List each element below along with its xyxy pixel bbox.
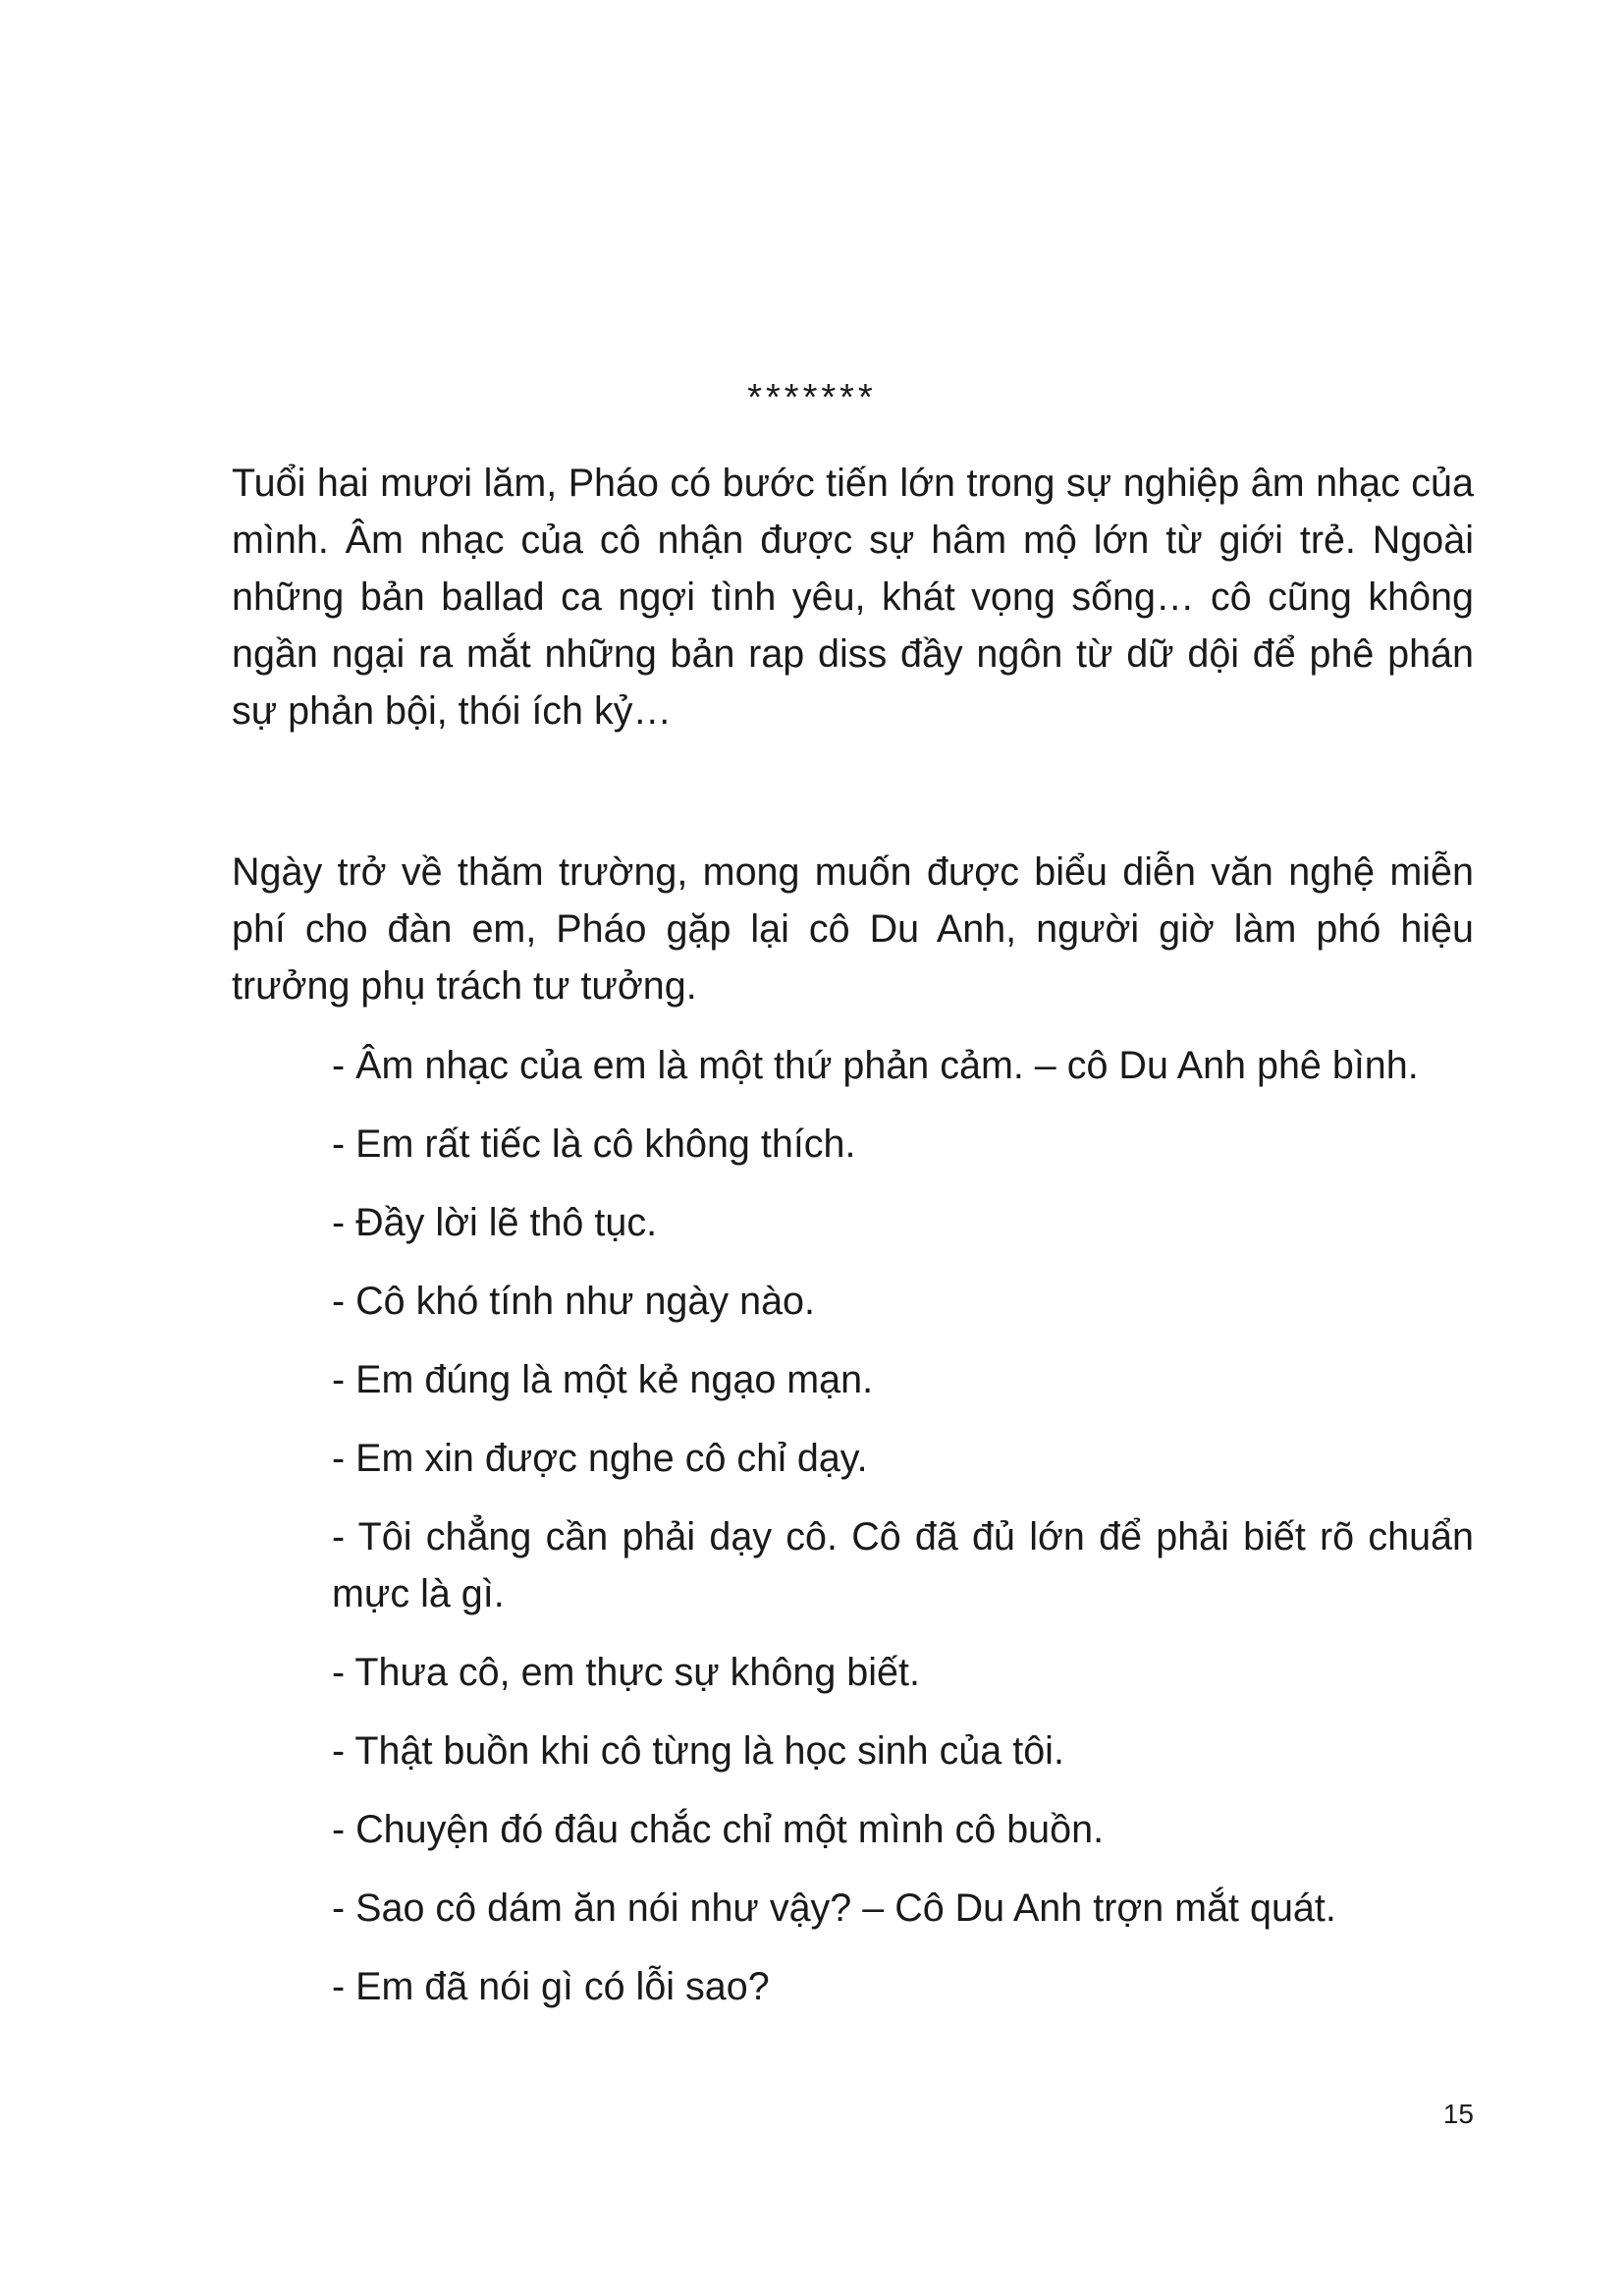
dialogue-line: - Âm nhạc của em là một thứ phản cảm. – cô Du Anh phê bình. [332, 1044, 1419, 1087]
dialogue-line: - Em rất tiếc là cô không thích. [332, 1122, 856, 1166]
page-number: 15 [1442, 2099, 1474, 2129]
section-separator: ******* [747, 377, 877, 418]
dialogue-line: - Em đúng là một kẻ ngạo mạn. [332, 1358, 874, 1401]
dialogue-line: - Thật buồn khi cô từng là học sinh của tôi. [332, 1729, 1064, 1773]
dialogue-line: - Em xin được nghe cô chỉ dạy. [332, 1437, 868, 1480]
dialogue-line: - Tôi chẳng cần phải dạy cô. Cô đã đủ lớn để phải biết rõ chuẩn mực là gì. [332, 1515, 1474, 1615]
dialogue-line: - Cô khó tính như ngày nào. [332, 1280, 815, 1323]
dialogue-line: - Em đã nói gì có lỗi sao? [332, 1965, 770, 2008]
paragraph-2: Ngày trở về thăm trường, mong muốn được biểu diễn văn nghệ miễn phí cho đàn em, Pháo gặp lại cô Du Anh, người giờ làm phó hiệu trưởng phụ trách tư tưởng. [232, 850, 1474, 1008]
dialogue-line: - Thưa cô, em thực sự không biết. [332, 1651, 920, 1694]
dialogue-list [332, 1037, 1474, 2037]
dialogue-line: - Sao cô dám ăn nói như vậy? – Cô Du Anh trợn mắt quát. [332, 1886, 1336, 1930]
dialogue-line: - Đầy lời lẽ thô tục. [332, 1201, 658, 1244]
paragraph-1: Tuổi hai mươi lăm, Pháo có bước tiến lớn trong sự nghiệp âm nhạc của mình. Âm nhạc của cô nhận được sự hâm mộ lớn từ giới trẻ. Ngoài những bản ballad ca ngợi tình yêu, khát vọng sống… cô cũng không ngần ngại ra mắt những bản rap diss đầy ngôn từ dữ dội để phê phán sự phản bội, thói ích kỷ… [232, 462, 1474, 733]
dialogue-line: - Chuyện đó đâu chắc chỉ một mình cô buồn. [332, 1808, 1105, 1851]
